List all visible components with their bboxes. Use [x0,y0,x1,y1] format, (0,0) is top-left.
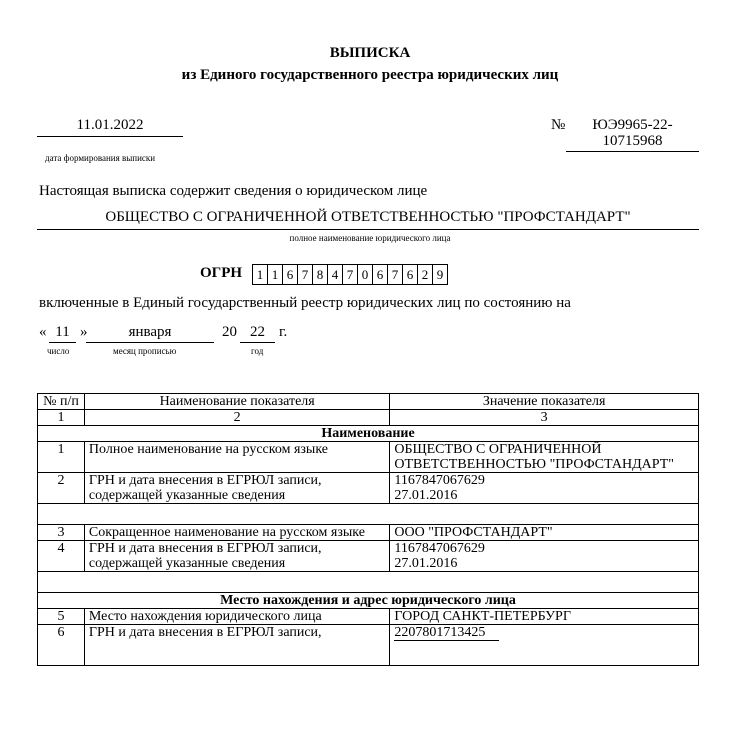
year-caption: год [251,346,264,356]
ogrn-digit-cell: 1 [252,264,268,285]
section-row [38,426,699,442]
ogrn-digit-cell: 9 [432,264,448,285]
ogrn-digit-cell: 8 [312,264,328,285]
row-value [390,473,699,504]
statement-number-line2: 10715968 [602,133,663,149]
row-value-grn: 1167847067629 [394,541,485,556]
month-caption: месяц прописью [113,346,177,356]
table-row [38,525,699,541]
blank-cell [38,572,699,593]
row-value: ОБЩЕСТВО С ОГРАНИЧЕННОЙ ОТВЕТСТВЕННОСТЬЮ "ПРОФСТАНДАРТ" [390,442,699,473]
row-name: ГРН и дата внесения в ЕГРЮЛ записи, [84,625,389,666]
ogrn-digit-cell: 4 [327,264,343,285]
header-cell: Наименование показателя [84,394,389,410]
row-value: ООО "ПРОФСТАНДАРТ" [390,525,699,541]
ogrn-digit-cell: 7 [342,264,358,285]
ogrn-digit-cell: 2 [417,264,433,285]
intro-text: Настоящая выписка содержит сведения о юридическом лице [39,183,428,199]
statement-number-line1: ЮЭ9965-22- [592,117,673,133]
column-number-cell: 2 [84,410,389,426]
row-value-date: 27.01.2016 [394,488,458,503]
ogrn-label: ОГРН [200,265,243,281]
section-row [38,593,699,609]
row-number: 6 [38,625,85,666]
document-title: ВЫПИСКА [329,45,411,61]
row-value [390,625,699,666]
company-name-caption: полное наименование юридического лица [289,233,451,243]
table-row [38,541,699,572]
state-year: 22 [240,324,275,343]
table-header-row [38,394,699,410]
row-value-date: 27.01.2016 [394,556,458,571]
section-title: Место нахождения и адрес юридического лица [38,593,699,609]
ogrn-digit-cell: 7 [297,264,313,285]
header-cell: № п/п [38,394,85,410]
table-row [38,473,699,504]
state-month: января [86,324,214,343]
row-number: 5 [38,609,85,625]
blank-row [38,572,699,593]
column-number-row [38,410,699,426]
register-table [37,393,699,666]
row-name: ГРН и дата внесения в ЕГРЮЛ записи, содержащей указанные сведения [84,473,389,504]
company-full-name: ОБЩЕСТВО С ОГРАНИЧЕННОЙ ОТВЕТСТВЕННОСТЬЮ "ПРОФСТАНДАРТ" [37,209,699,230]
row-value-grn: 2207801713425 [394,625,499,641]
ogrn-digit-cell: 6 [372,264,388,285]
year-prefix: 20 [222,324,237,340]
ogrn-digit-cell: 0 [357,264,373,285]
ogrn-digits [252,264,447,285]
quote-close: » [80,324,88,340]
ogrn-digit-cell: 7 [387,264,403,285]
number-sign: № [551,117,566,133]
blank-cell [38,504,699,525]
ogrn-digit-cell: 6 [282,264,298,285]
row-number: 3 [38,525,85,541]
date-caption: дата формирования выписки [45,153,156,163]
quote-open: « [39,324,47,340]
column-number-cell: 1 [38,410,85,426]
year-mark: г. [279,324,288,340]
column-number-cell: 3 [390,410,699,426]
ogrn-digit-cell: 1 [267,264,283,285]
statement-date: 11.01.2022 [37,117,183,137]
day-caption: число [47,346,70,356]
row-name: Полное наименование на русском языке [84,442,389,473]
state-day: 11 [49,324,76,343]
row-number: 2 [38,473,85,504]
row-number: 4 [38,541,85,572]
section-title: Наименование [38,426,699,442]
row-value: ГОРОД САНКТ-ПЕТЕРБУРГ [390,609,699,625]
statement-number [566,117,699,152]
state-text: включенные в Единый государственный реестр юридических лиц по состоянию на [39,295,571,311]
table-row [38,442,699,473]
table-row [38,625,699,666]
row-name: Сокращенное наименование на русском языке [84,525,389,541]
row-name: Место нахождения юридического лица [84,609,389,625]
header-cell: Значение показателя [390,394,699,410]
row-value [390,541,699,572]
row-number: 1 [38,442,85,473]
blank-row [38,504,699,525]
document-subtitle: из Единого государственного реестра юридических лиц [181,67,559,83]
row-name: ГРН и дата внесения в ЕГРЮЛ записи, содержащей указанные сведения [84,541,389,572]
row-value-grn: 1167847067629 [394,473,485,488]
ogrn-digit-cell: 6 [402,264,418,285]
table-row [38,609,699,625]
